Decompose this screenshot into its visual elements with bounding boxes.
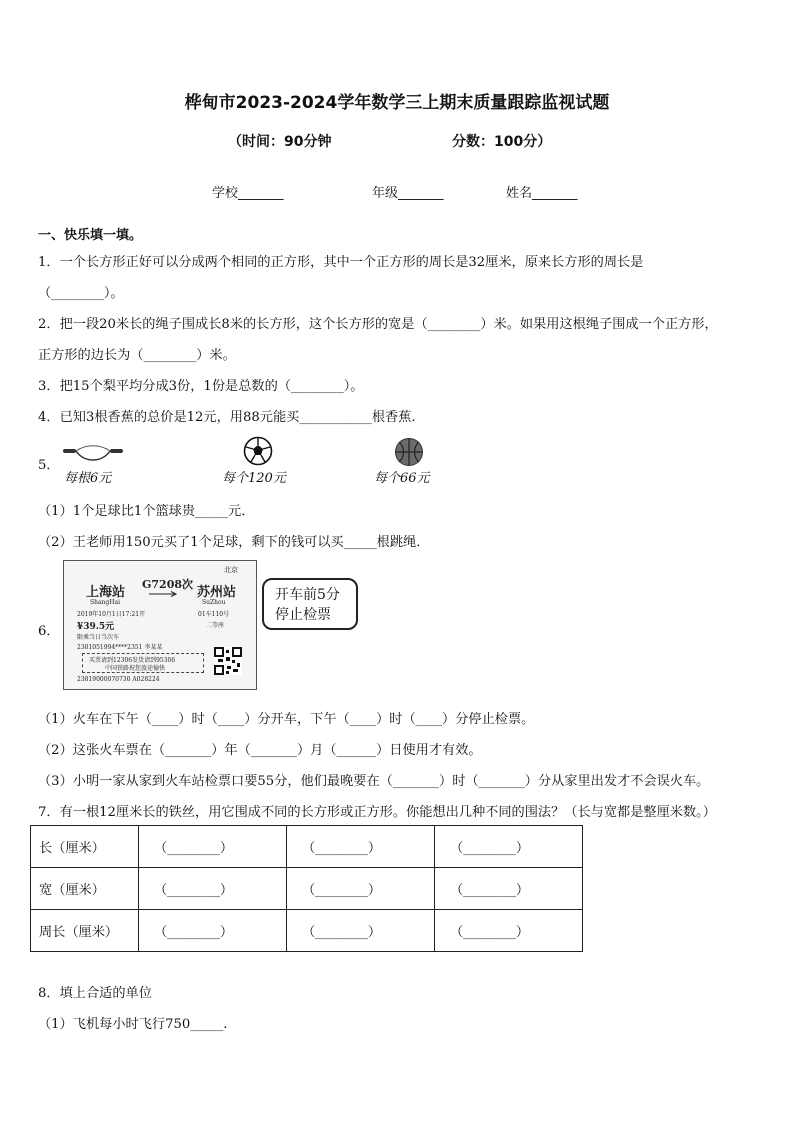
question-6-number: 6． (38, 624, 60, 639)
question-7: 7．有一根12厘米长的铁丝，用它围成不同的长方形或正方形。你能想出几种不同的围法？（长与宽都是整厘米数。） (38, 805, 716, 820)
train-ticket (63, 560, 257, 690)
question-6-sub-2: （2）这张火车票在（_______）年（_______）月（______）日使用才有效。 (38, 743, 482, 758)
question-6-sub-1: （1）火车在下午（____）时（____）分开车，下午（____）时（____）分停止检票。 (38, 712, 535, 727)
ticket-to-pinyin: SuZhou (202, 599, 226, 606)
ticket-seat: 01车110号 (198, 611, 230, 618)
name-field: 姓名_______ (506, 186, 578, 201)
row-header-width: 宽（厘米） (31, 868, 139, 910)
answer-cell[interactable]: （________） (139, 826, 287, 868)
answer-cell[interactable]: （________） (435, 868, 583, 910)
basketball-price: 每个66元 (374, 471, 430, 486)
answer-cell[interactable]: （________） (435, 826, 583, 868)
qr-code-icon (214, 647, 242, 675)
basketball-icon (394, 437, 424, 467)
soccer-ball-icon (243, 436, 273, 466)
jump-rope-price: 每根6元 (64, 471, 112, 486)
ticket-to-station: 苏州站 (197, 585, 237, 600)
ticket-from-pinyin: ShangHai (90, 599, 120, 606)
ticket-from-station: 上海站 (86, 585, 126, 600)
page-title: 桦甸市2023-2024学年数学三上期末质量跟踪监视试题 (184, 93, 610, 113)
question-3: 3．把15个梨平均分成3份，1份是总数的（________）。 (38, 379, 364, 394)
table-row (31, 910, 583, 952)
bubble-line-2: 停止检票 (275, 607, 331, 623)
answer-cell[interactable]: （________） (139, 868, 287, 910)
answer-cell[interactable]: （________） (287, 868, 435, 910)
row-header-perimeter: 周长（厘米） (31, 910, 139, 952)
total-score: 分数：100分） (452, 134, 552, 150)
table-row (31, 826, 583, 868)
ticket-price: ¥39.5元 (77, 622, 115, 632)
bubble-line-1: 开车前5分 (275, 587, 340, 603)
answer-cell[interactable]: （________） (287, 910, 435, 952)
question-8-sub-1: （1）飞机每小时飞行750_____. (38, 1017, 228, 1032)
section-heading: 一、快乐填一填。 (38, 228, 143, 243)
soccer-ball-price: 每个120元 (222, 471, 286, 486)
row-header-length: 长（厘米） (31, 826, 139, 868)
ticket-serial: 23819000070730 A028224 (77, 676, 160, 683)
question-1-line-2: （________）。 (38, 286, 124, 301)
ticket-notice-line-2: 中国铁路祝您旅途愉快 (105, 665, 166, 672)
ticket-class: 二等座 (206, 622, 225, 629)
question-5-sub-2: （2）王老师用150元买了1个足球，剩下的钱可以买_____根跳绳． (38, 535, 430, 550)
question-1-line-1: 1．一个长方形正好可以分成两个相同的正方形，其中一个正方形的周长是32厘米，原来长方形的周长是 (38, 255, 644, 270)
jump-rope-icon (62, 443, 124, 465)
question-6-sub-3: （3）小明一家从家到火车站检票口要55分，他们最晚要在（_______）时（_______）分从家里出发才不会误火车。 (38, 774, 710, 789)
ticket-notice-line-1: 买票请到12306发货请到95306 (89, 657, 176, 664)
question-4: 4．已知3根香蕉的总价是12元，用88元能买___________根香蕉. (38, 410, 416, 425)
answer-cell[interactable]: （________） (287, 826, 435, 868)
ticket-train-number: G7208次 (142, 578, 194, 591)
answer-cell[interactable]: （________） (139, 910, 287, 952)
question-5-sub-1: （1）1个足球比1个篮球贵_____元． (38, 504, 255, 519)
ticket-datetime: 2019年10月1日17:21开 (77, 611, 146, 618)
question-2-line-2: 正方形的边长为（________）米。 (38, 348, 236, 363)
time-limit: （时间：90分钟 (228, 134, 332, 150)
ticket-id-line: 2301051994****2351 李某某 (77, 644, 163, 651)
table-row (31, 868, 583, 910)
ticket-note: 限乘当日当次车 (77, 634, 120, 641)
question-5-number: 5． (38, 458, 60, 473)
question-8: 8．填上合适的单位 (38, 986, 152, 1001)
ticket-corner-label: 北京 (224, 566, 238, 574)
answer-cell[interactable]: （________） (435, 910, 583, 952)
school-field: 学校_______ (212, 186, 284, 201)
grade-field: 年级_______ (372, 186, 444, 201)
speech-bubble (262, 578, 358, 630)
answer-table (30, 825, 583, 952)
ticket-arrow-icon (148, 591, 178, 597)
question-2-line-1: 2．把一段20米长的绳子围成长8米的长方形，这个长方形的宽是（________）米。如果用这根绳子围成一个正方形， (38, 317, 718, 332)
ticket-notice-box (82, 653, 204, 673)
